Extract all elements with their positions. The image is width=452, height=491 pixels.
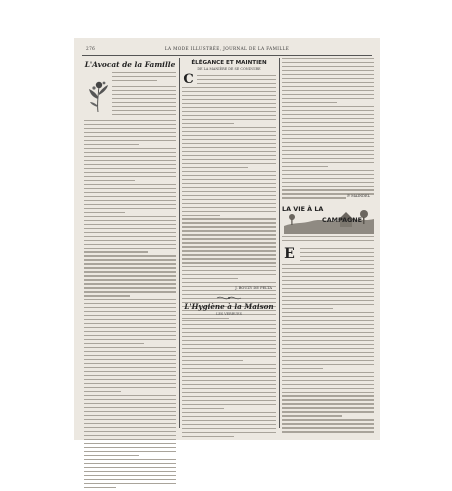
section-divider-ornament-icon xyxy=(216,295,242,301)
page-number: 276 xyxy=(86,46,96,51)
hygiene-text-lines xyxy=(182,320,276,440)
avocat-title: L'Avocat de la Famille xyxy=(84,60,176,69)
vie-signature: P. MAINDEL xyxy=(347,194,370,198)
elegance-signature: J. BOUZY DE PELTA xyxy=(235,286,272,290)
newspaper-page xyxy=(74,38,380,440)
running-head xyxy=(74,43,380,55)
vie-text-lines-1 xyxy=(300,248,374,264)
hygiene-title: L'Hygiène à la Maison xyxy=(184,302,274,311)
avocat-text-lines-1 xyxy=(112,86,176,118)
elegance-title: ÉLÉGANCE ET MAINTIEN xyxy=(191,60,267,66)
vie-header-part2: CAMPAGNE xyxy=(322,216,362,224)
column-rule-left xyxy=(179,58,180,428)
vie-header-part1: LA VIE À LA xyxy=(282,205,324,213)
elegance-subtitle: DE LA MANIÈRE DE SE CONDUIRE xyxy=(197,67,261,71)
drop-cap-initial: C xyxy=(183,72,194,87)
avocat-intro-lines xyxy=(112,72,176,84)
head-rule xyxy=(82,55,372,56)
column-middle xyxy=(182,58,276,430)
column-right xyxy=(282,58,374,430)
flower-ornament-icon xyxy=(86,79,110,113)
drop-cap-initial-vie: E xyxy=(284,246,295,262)
vie-text-lines-2 xyxy=(282,264,374,435)
elegance-text-lines-1 xyxy=(197,75,276,87)
right-text-lines-1 xyxy=(282,58,374,201)
vie-intro-lines xyxy=(282,236,374,244)
column-rule-right xyxy=(279,58,280,428)
avocat-text-lines-2 xyxy=(84,120,176,491)
journal-title: LA MODE ILLUSTRÉE, JOURNAL DE LA FAMILLE xyxy=(164,46,290,51)
hygiene-subtitle: LES VERRUES xyxy=(216,312,242,316)
column-left xyxy=(84,58,176,430)
